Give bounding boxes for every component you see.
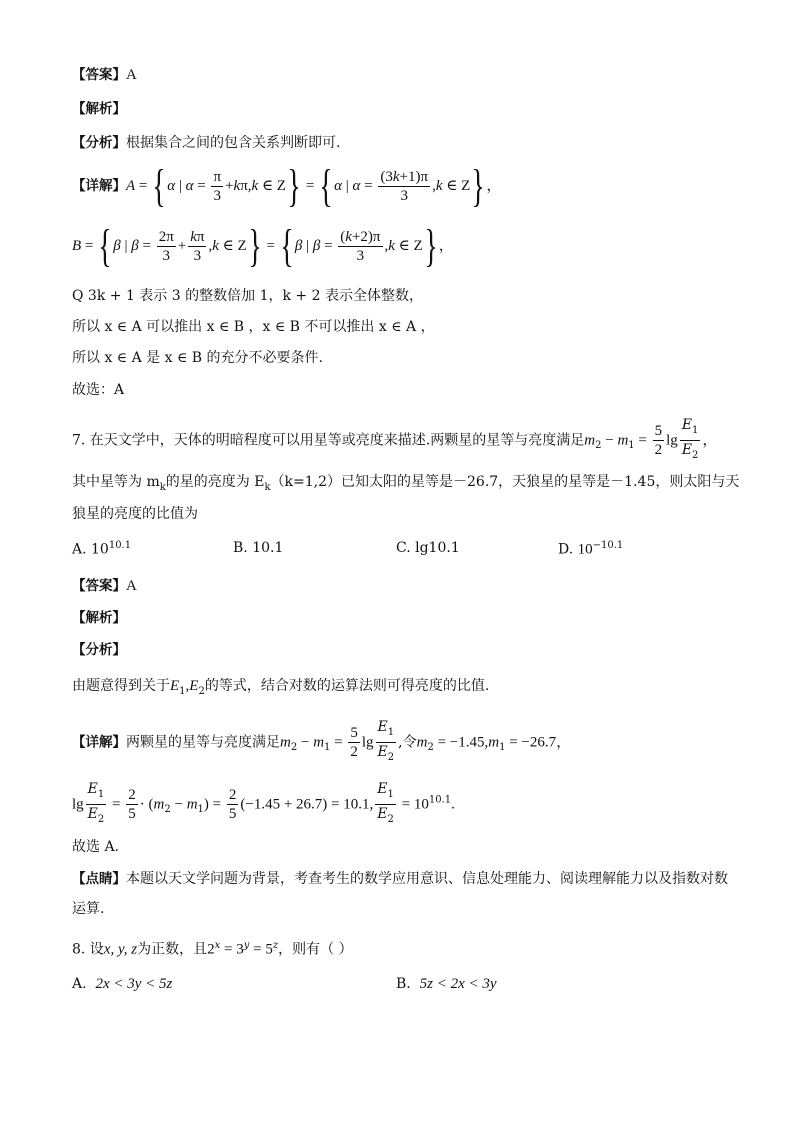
detail-label: 【详解】 xyxy=(72,178,126,194)
answer-label: 【答案】 xyxy=(72,67,126,83)
q7-option-a: A. $10^{10.1}$ xyxy=(72,540,132,558)
q7-stem-line-3: 狼星的亮度的比值为 xyxy=(72,506,198,522)
q6-answer-line xyxy=(72,65,137,85)
q7-detail-line-2: lg $\frac{E_1}{E_2}$ = $\frac{2}{5}$ · $(m_2 - m_1)$ = $\frac{2}{5}$ (−1.45 + 26.7) = 10.1, $\frac{E_1}{E_2}$ = $10^{10.1}$. xyxy=(72,781,455,825)
q6-choice: 故选：A xyxy=(72,382,125,398)
q6-fenxi-line xyxy=(72,133,340,153)
q7-stem-line-2: 其中星等为 $m_k$的星的亮度为 $E_k(k=1,2)$已知太阳的星等是－26.7，天狼星的星等是－1.45，则太阳与天 xyxy=(72,474,740,493)
q6-conclusion-2: 所以 x ∈ A 是 x ∈ B 的充分不必要条件. xyxy=(72,350,323,366)
q7-option-d: D. $10^{-10.1}$ xyxy=(558,540,624,558)
q7-dianjing-line-1: 【点睛】本题以天文学问题为背景，考查考生的数学应用意识、信息处理能力、阅读理解能力以及指数对数 xyxy=(72,871,728,887)
q8-option-b: B. 5z < 2x < 3y xyxy=(396,976,497,992)
answer-value: A xyxy=(126,67,137,83)
q6-analysis-heading xyxy=(72,99,126,119)
q7-option-b: B. 10.1 xyxy=(233,540,284,556)
q7-answer-line: 【答案】A xyxy=(72,578,137,594)
q7-stem-text: 7. 在天文学中，天体的明暗程度可以用星等或亮度来描述.两颗星的星等与亮度满足 xyxy=(72,432,585,449)
q7-dianjing-line-2: 运算. xyxy=(72,901,105,917)
set-b-equation: B = {β | β = $\frac{2\pi}{3}$ + $\frac{k\pi}{3}$ ,k ∈ Z} = {β | β = $\frac{(k+2)\pi}{3}$ ,k ∈ Z}， xyxy=(72,220,454,271)
q6-conclusion-1: 所以 x ∈ A 可以推出 x ∈ B ，x ∈ B 不可以推出 x ∈ A ， xyxy=(72,319,435,335)
q8-stem: 8. 设x, y, z为正数，且$2^x = 3^y = 5^z$，则有（ ） xyxy=(72,940,353,958)
q7-detail-line-1: 【详解】两颗星的星等与亮度满足$m_2 - m_1$ = $\frac{5}{2}$ lg $\frac{E_1}{E_2}$ ,令$m_2 = -1.45,m_1 = -26.7$， xyxy=(72,719,572,763)
q6-reason-line: Q 3k + 1 表示 3 的整数倍加 1，k + 2 表示全体整数， xyxy=(72,288,423,304)
q8-option-a: A. 2x < 3y < 5z xyxy=(72,976,173,992)
fenxi-text: 根据集合之间的包含关系判断即可. xyxy=(126,135,341,151)
analysis-label: 【解析】 xyxy=(72,101,126,117)
q7-fenxi-text: 由题意得到关于$E_1,E_2$的等式，结合对数的运算法则可得亮度的比值. xyxy=(72,678,490,697)
q7-analysis-heading: 【解析】 xyxy=(72,610,126,626)
q7-stem-line-1: 7. 在天文学中，天体的明暗程度可以用星等或亮度来描述.两颗星的星等与亮度满足$m_2 - m_1$ = $\frac{5}{2}$ lg $\frac{E_1}{E_2}$ ， xyxy=(72,417,718,461)
q7-fenxi-heading: 【分析】 xyxy=(72,642,126,658)
fenxi-label: 【分析】 xyxy=(72,135,126,151)
q7-option-c: C. lg10.1 xyxy=(396,540,460,556)
q7-choice: 故选 A. xyxy=(72,839,120,855)
set-a-equation: 【详解】A = {α | α = $\frac{\pi}{3}$ +kπ,k ∈ Z} = {α | α = $\frac{(3k+1)\pi}{3}$ ,k ∈ Z}， xyxy=(72,160,502,211)
